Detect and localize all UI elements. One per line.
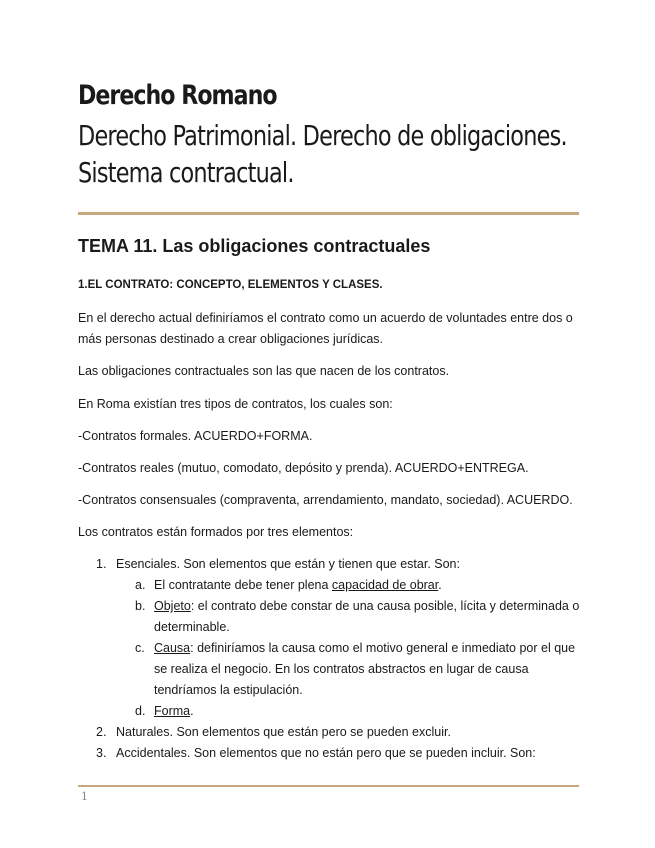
underlined-term: capacidad de obrar xyxy=(331,578,439,592)
header-divider xyxy=(78,212,579,215)
paragraph: -Contratos reales (mutuo, comodato, depósito y prenda). ACUERDO+ENTREGA. xyxy=(78,461,529,475)
paragraph-line: En el derecho actual definiríamos el contrato como un acuerdo de voluntades entre dos o xyxy=(78,311,573,325)
list-marker: 2. xyxy=(96,725,107,739)
list-marker: 3. xyxy=(96,746,107,760)
sublist-item xyxy=(154,701,194,722)
text-run: El contratante debe tener plena xyxy=(154,578,332,592)
paragraph: Los contratos están formados por tres elementos: xyxy=(78,525,354,539)
paragraph: -Contratos consensuales (compraventa, arrendamiento, mandato, sociedad). ACUERDO. xyxy=(78,493,573,507)
page-number: 1 xyxy=(81,790,88,803)
sublist-line xyxy=(154,596,584,617)
document-subtitle xyxy=(78,117,567,191)
sublist-line xyxy=(154,638,584,659)
sublist-line: se realiza el negocio. En los contratos abstractos en lugar de causa xyxy=(154,662,529,676)
underlined-term: Causa xyxy=(154,641,191,655)
paragraph: En Roma existían tres tipos de contratos, los cuales son: xyxy=(78,397,393,411)
list-item: Accidentales. Son elementos que no están pero que se pueden incluir. Son: xyxy=(116,746,536,760)
sublist-marker: d. xyxy=(135,704,146,718)
document-title: Derecho Romano xyxy=(78,80,277,111)
text-run: : definiríamos la causa como el motivo general e inmediato por el que xyxy=(190,641,576,655)
text-run: . xyxy=(438,578,442,592)
subtitle-line: Sistema contractual. xyxy=(78,156,294,189)
text-run: : el contrato debe constar de una causa posible, lícita y determinada o xyxy=(190,599,580,613)
list-item: Esenciales. Son elementos que están y tienen que estar. Son: xyxy=(116,557,460,571)
section-subheading: 1.EL CONTRATO: CONCEPTO, ELEMENTOS Y CLASES. xyxy=(78,279,383,291)
sublist-item xyxy=(154,638,584,701)
section-heading: TEMA 11. Las obligaciones contractuales xyxy=(78,236,431,256)
paragraph xyxy=(78,308,578,350)
underlined-term: Forma xyxy=(154,704,191,718)
list-item: Naturales. Son elementos que están pero se pueden excluir. xyxy=(116,725,451,739)
paragraph: Las obligaciones contractuales son las que nacen de los contratos. xyxy=(78,364,450,378)
paragraph: -Contratos formales. ACUERDO+FORMA. xyxy=(78,429,313,443)
list-marker: 1. xyxy=(96,557,107,571)
subtitle-line: Derecho Patrimonial. Derecho de obligaciones. xyxy=(78,119,567,152)
footer-divider xyxy=(78,785,579,787)
sublist-item xyxy=(154,596,584,638)
paragraph-line: más personas destinado a crear obligaciones jurídicas. xyxy=(78,332,384,346)
sublist-line: tendríamos la estipulación. xyxy=(154,683,303,697)
underlined-term: Objeto xyxy=(154,599,191,613)
sublist-marker: a. xyxy=(135,578,146,592)
sublist-item xyxy=(154,575,442,596)
sublist-marker: c. xyxy=(135,641,145,655)
sublist-line: determinable. xyxy=(154,620,230,634)
sublist-marker: b. xyxy=(135,599,146,613)
text-run: . xyxy=(190,704,194,718)
